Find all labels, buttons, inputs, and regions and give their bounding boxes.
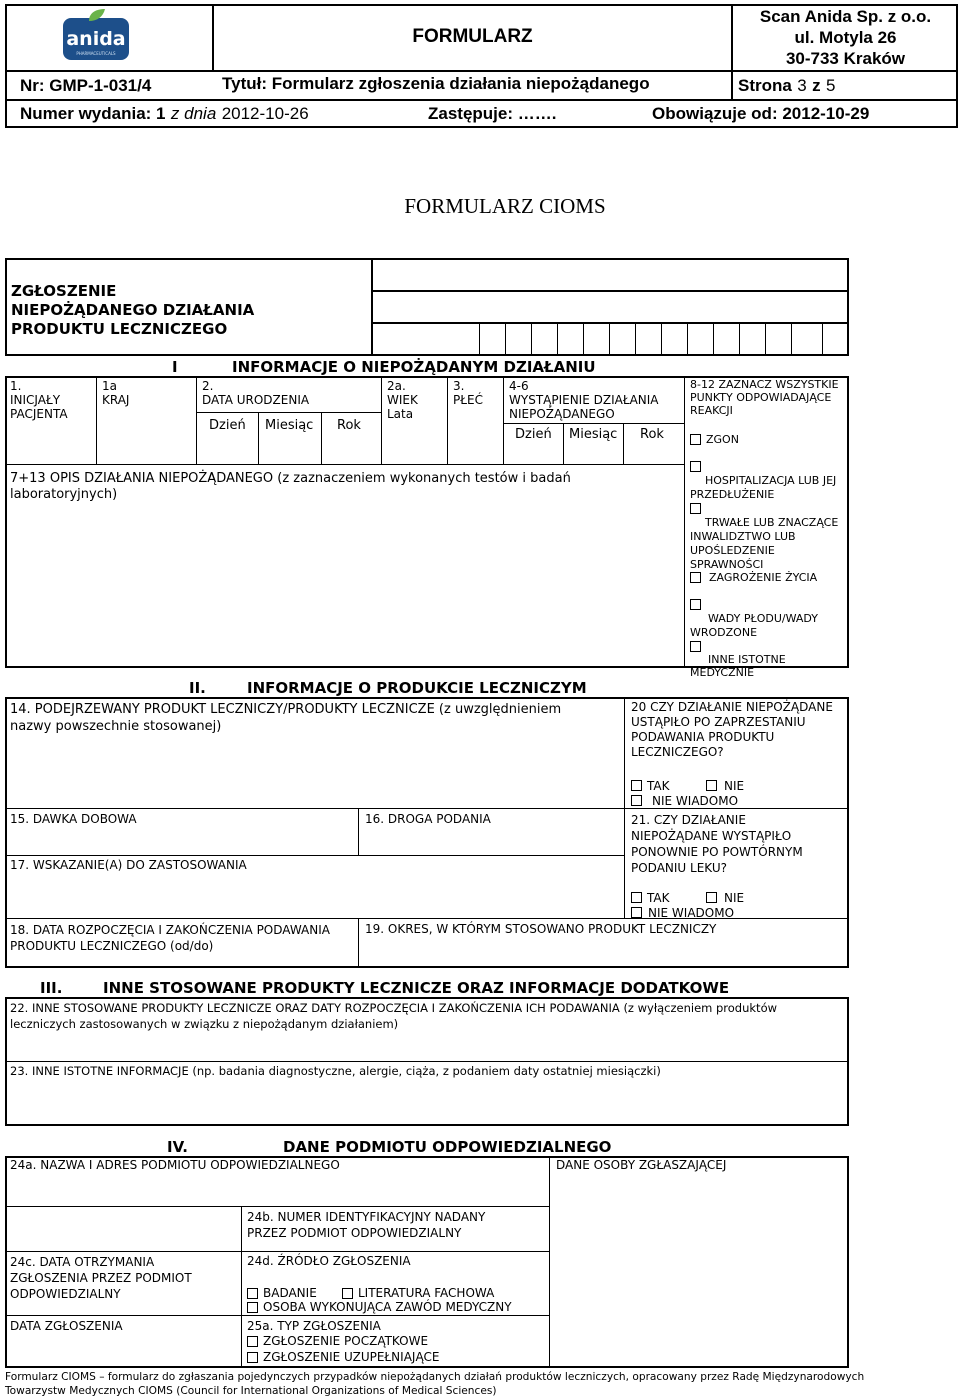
label-source-study: BADANIE	[263, 1286, 317, 1300]
edition-info	[20, 104, 309, 124]
label-life-threatening: ZAGROŻENIE ŻYCIA	[709, 571, 818, 584]
label-20-no: NIE	[724, 779, 745, 793]
field-3-sex: 3. PŁEĆ	[453, 379, 483, 407]
label-congenital-anomaly-text: WADY PŁODU/WADY WRODZONE	[690, 612, 818, 639]
field-24c-receipt-date: 24c. DATA OTRZYMANIA ZGŁOSZENIA PRZEZ PODMIOT ODPOWIEDZIALNY	[10, 1255, 192, 1301]
label-death: ZGON	[706, 433, 739, 446]
field-7-13-description: 7+13 OPIS DZIAŁANIA NIEPOŻĄDANEGO (z zaznaczeniem wykonanych testów i badań laboratoryjnych)	[10, 471, 571, 502]
page-prefix: Strona	[738, 76, 792, 95]
label-21-no: NIE	[724, 891, 745, 905]
logo-text: anida	[66, 28, 126, 50]
label-disability-text: TRWAŁE LUB ZNACZĄCE INWALIDZTWO LUB UPOŚLEDZENIE SPRAWNOŚCI	[690, 516, 839, 571]
leaf-icon	[87, 8, 107, 22]
form-footnote: Formularz CIOMS – formularz do zgłaszania pojedynczych przypadków niepożądanych działań produktów leczniczych, opracowany przez Radę Międzynarodowych Towarzystw Medycznych CIOMS (Council for International Organizations of Medical Sciences)	[5, 1371, 865, 1397]
section-1-title: INFORMACJE O NIEPOŻĄDANYM DZIAŁANIU	[232, 358, 596, 376]
checkbox-source-health-professional[interactable]	[247, 1302, 258, 1313]
edition-label: Numer wydania: 1	[20, 104, 166, 123]
field-1a-country: 1a KRAJ	[102, 379, 130, 407]
checkbox-source-study[interactable]	[247, 1288, 258, 1299]
label-source-literature: LITERATURA FACHOWA	[358, 1286, 495, 1300]
field-24a-mah: 24a. NAZWA I ADRES PODMIOTU ODPOWIEDZIALNEGO	[10, 1158, 340, 1172]
birth-day: Dzień	[209, 418, 246, 433]
edition-z: z dnia	[170, 104, 217, 123]
logo-subtext: PHARMACEUTICALS	[76, 51, 116, 56]
checkbox-20-unknown[interactable]	[631, 795, 642, 806]
label-source-health-professional: OSOBA WYKONUJĄCA ZAWÓD MEDYCZNY	[263, 1300, 512, 1314]
onset-month: Miesiąc	[569, 427, 618, 442]
section-1-number: I	[172, 358, 178, 376]
field-2-birthdate: 2. DATA URODZENIA	[202, 379, 310, 407]
edition-date: 2012-10-26	[221, 104, 309, 123]
page-total: 5	[826, 76, 836, 95]
page-title: FORMULARZ CIOMS	[404, 194, 606, 218]
label-other-significant	[690, 640, 786, 692]
label-followup-report: ZGŁOSZENIE UZUPEŁNIAJĄCE	[263, 1350, 440, 1364]
checkbox-followup-report[interactable]	[247, 1352, 258, 1363]
report-date: DATA ZGŁOSZENIA	[10, 1319, 123, 1333]
checkbox-source-literature[interactable]	[342, 1288, 353, 1299]
field-1-initials: 1. INICJAŁY PACJENTA	[10, 379, 68, 421]
checkbox-20-yes[interactable]	[631, 780, 642, 791]
checkbox-21-unknown[interactable]	[631, 907, 642, 918]
doc-title: Tytuł: Formularz zgłoszenia działania niepożądanego	[222, 74, 650, 93]
valid-from: Obowiązuje od: 2012-10-29	[652, 104, 870, 123]
company-address	[733, 6, 958, 69]
section-2-title: INFORMACJE O PRODUKCIE LECZNICZYM	[247, 679, 587, 697]
field-20-dechallenge: 20 CZY DZIAŁANIE NIEPOŻĄDANE USTĄPIŁO PO ZAPRZESTANIU PODAWANIA PRODUKTU LECZNICZEGO?	[631, 700, 833, 759]
field-15-daily-dose: 15. DAWKA DOBOWA	[10, 812, 137, 826]
checkbox-21-no[interactable]	[706, 892, 717, 903]
doc-number: Nr: GMP-1-031/4	[20, 76, 152, 95]
field-16-route: 16. DROGA PODANIA	[365, 812, 491, 826]
replaces: Zastępuje: …….	[428, 104, 557, 123]
page-indicator	[738, 76, 836, 96]
field-4-6-onset: 4-6 WYSTĄPIENIE DZIAŁANIA NIEPOŻĄDANEGO	[509, 379, 659, 421]
section-3-title: INNE STOSOWANE PRODUKTY LECZNICZE ORAZ INFORMACJE DODATKOWE	[103, 979, 730, 997]
form-label: FORMULARZ	[412, 26, 533, 47]
label-other-significant-text: INNE ISTOTNE MEDYCZNIE	[690, 653, 786, 679]
section-2-number: II.	[189, 679, 206, 697]
company-city: 30-733 Kraków	[785, 49, 906, 68]
birth-month: Miesiąc	[265, 418, 314, 433]
section-3-number: III.	[40, 979, 63, 997]
checkbox-initial-report[interactable]	[247, 1336, 258, 1347]
form-heading: ZGŁOSZENIE NIEPOŻĄDANEGO DZIAŁANIA PRODUKTU LECZNICZEGO	[11, 282, 255, 338]
section-4-title: DANE PODMIOTU ODPOWIEDZIALNEGO	[283, 1138, 612, 1156]
checkbox-21-yes[interactable]	[631, 892, 642, 903]
page-current: 3	[797, 76, 807, 95]
field-17-indication: 17. WSKAZANIE(A) DO ZASTOSOWANIA	[10, 858, 247, 872]
page-sep: z	[812, 76, 821, 95]
reporter-data: DANE OSOBY ZGŁASZAJĄCEJ	[556, 1158, 727, 1172]
label-20-yes: TAK	[647, 779, 670, 793]
field-24d-source: 24d. ŹRÓDŁO ZGŁOSZENIA	[247, 1254, 411, 1268]
checkbox-life-threatening[interactable]	[690, 572, 701, 583]
label-21-unknown: NIE WIADOMO	[648, 906, 735, 920]
field-18-therapy-dates: 18. DATA ROZPOCZĘCIA I ZAKOŃCZENIA PODAWANIA PRODUKTU LECZNICZEGO (od/do)	[10, 923, 330, 953]
company-name: Scan Anida Sp. z o.o.	[759, 7, 932, 26]
field-23-other-info: 23. INNE ISTOTNE INFORMACJE (np. badania diagnostyczne, alergie, ciąża, z podaniem daty ostatniej miesiączki)	[10, 1064, 661, 1078]
field-21-rechallenge: 21. CZY DZIAŁANIE NIEPOŻĄDANE WYSTĄPIŁO PONOWNIE PO POWTÓRNYM PODANIU LEKU?	[631, 813, 803, 875]
company-street: ul. Motyla 26	[794, 28, 897, 47]
checkbox-death[interactable]	[690, 434, 701, 445]
field-14-suspected-product: 14. PODEJRZEWANY PRODUKT LECZNICZY/PRODUKTY LECZNICZE (z uwzględnieniem nazwy powszechnie stosowanej)	[10, 702, 562, 734]
field-24b-mah-number: 24b. NUMER IDENTYFIKACYJNY NADANY PRZEZ PODMIOT ODPOWIEDZIALNY	[247, 1210, 486, 1240]
field-22-concomitant: 22. INNE STOSOWANE PRODUKTY LECZNICZE ORAZ DATY ROZPOCZĘCIA I ZAKOŃCZENIA ICH PODAWANIA (z wyłączeniem produktów leczniczych zastosowanych w związku z niepożądanym działaniem)	[10, 1001, 778, 1031]
label-initial-report: ZGŁOSZENIE POCZĄTKOWE	[263, 1334, 429, 1348]
label-21-yes: TAK	[647, 891, 670, 905]
onset-day: Dzień	[515, 427, 552, 442]
field-25a-report-type: 25a. TYP ZGŁOSZENIA	[247, 1319, 381, 1333]
birth-year: Rok	[337, 418, 361, 433]
field-2a-age: 2a. WIEK Lata	[387, 379, 418, 421]
checkbox-20-no[interactable]	[706, 780, 717, 791]
field-19-duration: 19. OKRES, W KTÓRYM STOSOWANO PRODUKT LECZNICZY	[365, 922, 717, 936]
anida-logo	[63, 18, 129, 60]
label-hospitalization-text: HOSPITALIZACJA LUB JEJ PRZEDŁUŻENIE	[690, 474, 837, 501]
onset-year: Rok	[640, 427, 664, 442]
label-20-unknown: NIE WIADOMO	[652, 794, 739, 808]
section-4-number: IV.	[167, 1138, 188, 1156]
field-8-12-criteria: 8-12 ZAZNACZ WSZYSTKIE PUNKTY ODPOWIADAJĄCE REAKCJI	[690, 378, 839, 417]
